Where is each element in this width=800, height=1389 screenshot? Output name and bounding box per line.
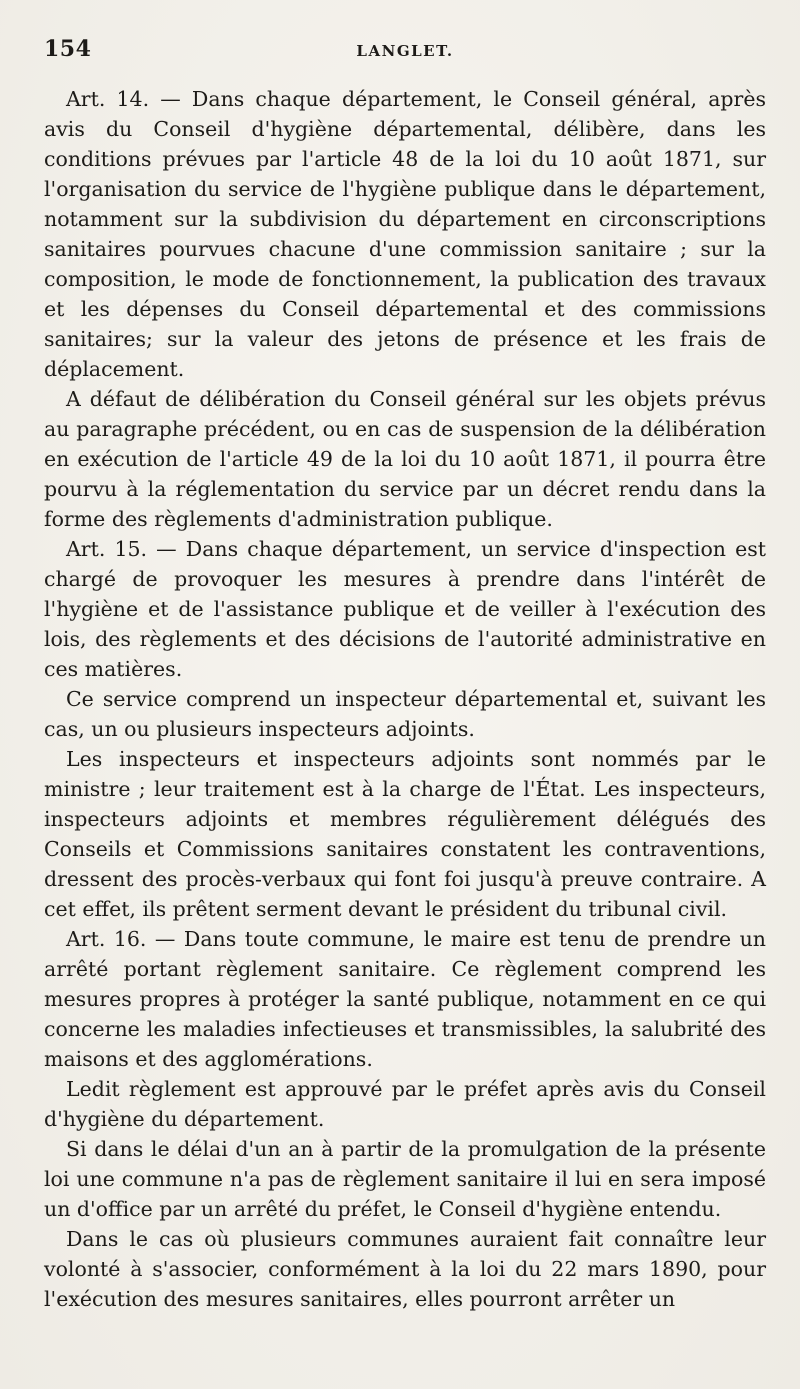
paragraph-art-16-deadline: Si dans le délai d'un an à partir de la promulgation de la présente loi une commune n'a pas de règlement sanitaire il lui en sera imposé un d'office par un arrêté du préfet, le Conseil d'hygiène entendu.	[44, 1137, 766, 1221]
paragraph-art-14-default: A défaut de délibération du Conseil général sur les objets prévus au paragraphe précédent, ou en cas de suspension de la délibération en exécution de l'article 49 de la loi du 10 août 1871, il pourra être pourvu à la réglementation du service par un décret rendu dans la forme des règlements d'administration publique.	[44, 387, 766, 531]
paragraph-art-15: Art. 15. — Dans chaque département, un service d'inspection est chargé de provoquer les mesures à prendre dans l'intérêt de l'hygiène et de l'assistance publique et de veiller à l'exécution des lois, des règlements et des décisions de l'autorité administrative en ces matières.	[44, 537, 766, 681]
paragraph-art-14: Art. 14. — Dans chaque département, le Conseil général, après avis du Conseil d'hygiène départemental, délibère, dans les conditions prévues par l'article 48 de la loi du 10 août 1871, sur l'organisation du service de l'hygiène publique dans le département, notamment sur la subdivision du département en circonscriptions sanitaires pourvues chacune d'une commission sanitaire ; sur la composition, le mode de fonctionnement, la publication des travaux et les dépenses du Conseil départemental et des commissions sanitaires; sur la valeur des jetons de présence et les frais de déplacement.	[44, 87, 766, 381]
paragraph-art-15-inspectors: Les inspecteurs et inspecteurs adjoints sont nommés par le ministre ; leur traitement est à la charge de l'État. Les inspecteurs, inspecteurs adjoints et membres régulièrement délégués des Conseils et Commissions sanitaires constatent les contraventions, dressent des procès-verbaux qui font foi jusqu'à preuve contraire. A cet effet, ils prêtent serment devant le président du tribunal civil.	[44, 747, 766, 921]
page-number: 154	[44, 36, 92, 62]
paragraph-art-16-approval: Ledit règlement est approuvé par le préfet après avis du Conseil d'hygiène du département.	[44, 1077, 766, 1131]
page-header	[44, 36, 766, 70]
body-text	[44, 84, 766, 1314]
paragraph-art-16: Art. 16. — Dans toute commune, le maire est tenu de prendre un arrêté portant règlement sanitaire. Ce règlement comprend les mesures propres à protéger la santé publique, notamment en ce qui concerne les maladies infectieuses et transmissibles, la salubrité des maisons et des agglomérations.	[44, 927, 766, 1071]
paragraph-art-16-association: Dans le cas où plusieurs communes auraient fait connaître leur volonté à s'associer, conformément à la loi du 22 mars 1890, pour l'exécution des mesures sanitaires, elles pourront arrêter un	[44, 1227, 766, 1311]
paragraph-art-15-service: Ce service comprend un inspecteur départemental et, suivant les cas, un ou plusieurs inspecteurs adjoints.	[44, 687, 766, 741]
running-head: LANGLET.	[356, 42, 454, 60]
